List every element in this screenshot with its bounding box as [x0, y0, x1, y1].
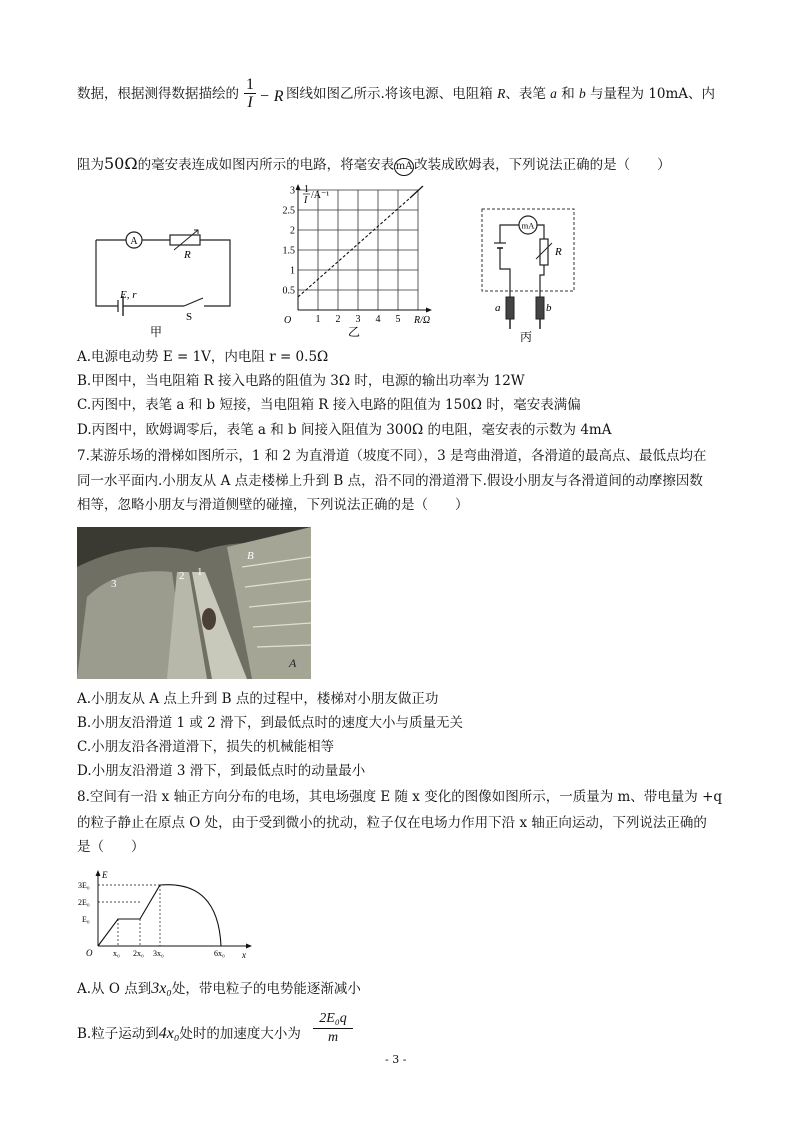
page-number: - 3 - [385, 1053, 407, 1066]
svg-text:/A⁻¹: /A⁻¹ [311, 190, 330, 201]
y-tick-label: 3 [290, 185, 295, 197]
svg-text:2x₀: 2x₀ [133, 949, 144, 958]
y-tick-label: 2.5 [282, 205, 295, 217]
svg-text:R/Ω: R/Ω [414, 315, 431, 326]
graph-figure-yi [280, 180, 440, 340]
probe-b-icon [536, 297, 544, 319]
probe-a-icon [506, 297, 514, 319]
svg-text:x: x [242, 950, 246, 960]
svg-text:I: I [304, 195, 308, 206]
q7-option-c: C.小朋友沿各滑道滑下，损失的机械能相等 [77, 739, 335, 755]
q6-option-a: A.电源电动势 E = 1V，内电阻 r = 0.5Ω [77, 349, 329, 365]
y-tick-label: 2 [290, 225, 295, 237]
q6-fraction-1-over-I: $\frac{1}{I}$ [246, 76, 254, 111]
svg-text:6x₀: 6x₀ [214, 949, 225, 958]
svg-text:O: O [284, 315, 292, 326]
svg-text:3E₀: 3E₀ [78, 881, 90, 890]
x-tick-label: 2 [335, 314, 341, 325]
y-tick-label: 0.5 [282, 285, 295, 297]
svg-text:b: b [546, 302, 552, 314]
q6-minus-R: − R [259, 88, 284, 105]
svg-text:O: O [86, 948, 93, 958]
svg-text:A: A [130, 236, 138, 247]
x-tick-label: 5 [395, 314, 401, 325]
svg-text:E: E [102, 870, 108, 880]
q6-line1-rest: 图线如图乙所示.将该电源、电阻箱 R、表笔 a 和 b 与量程为 10mA、内 [286, 86, 716, 102]
svg-text:3: 3 [111, 578, 117, 590]
svg-text:B: B [247, 550, 254, 562]
svg-text:丙: 丙 [520, 330, 533, 344]
slide-photo [77, 527, 311, 679]
q6-option-d: D.丙图中，欧姆调零后，表笔 a 和 b 间接入阻值为 300Ω 的电阻，毫安表的示数为 4mA [77, 422, 612, 438]
q7-option-a: A.小朋友从 A 点上升到 B 点的过程中，楼梯对小朋友做正功 [77, 691, 439, 707]
y-tick-label: 1 [290, 265, 295, 277]
q7-stem-line1: 7.某游乐场的滑梯如图所示，1 和 2 为直滑道（坡度不同），3 是弯曲滑道，各滑道的最高点、最低点均在 [77, 448, 707, 464]
field-strength-graph [78, 868, 258, 960]
q7-stem-line3: 相等，忽略小朋友与滑道侧壁的碰撞，下列说法正确的是（ ） [77, 497, 469, 513]
x-tick-label: 3 [355, 314, 361, 325]
svg-text:1: 1 [197, 566, 203, 578]
svg-text:a: a [495, 302, 501, 314]
svg-text:x₀: x₀ [113, 949, 120, 958]
svg-text:3x₀: 3x₀ [153, 949, 164, 958]
svg-text:mA: mA [521, 220, 535, 231]
q6-line2: 阻为50Ω的毫安表连成如图丙所示的电路，将毫安表 mA 改装成欧姆表，下列说法正确的是（ ） [77, 154, 671, 176]
q7-stem-line2: 同一水平面内.小朋友从 A 点走楼梯上升到 B 点，沿不同的滑道滑下.假设小朋友与各滑道间的动摩擦因数 [77, 473, 703, 489]
switch-icon [184, 298, 203, 306]
x-tick-label: 4 [375, 314, 381, 325]
q8-option-b-fraction: $\frac{\text{2E₀q}}{m}$ [313, 1010, 353, 1047]
svg-text:S: S [186, 311, 193, 323]
resistor-icon [540, 239, 548, 265]
svg-text:R: R [184, 249, 191, 261]
q8-stem-line3: 是（ ） [77, 839, 145, 855]
q8-option-a: A.从 O 点到3x₀处，带电粒子的电势能逐渐减小 [77, 980, 361, 997]
svg-text:2E₀: 2E₀ [78, 898, 90, 907]
svg-text:R: R [555, 246, 562, 258]
q6-option-b: B.甲图中，当电阻箱 R 接入电路的阻值为 3Ω 时，电源的输出功率为 12W [77, 373, 525, 389]
q7-option-d: D.小朋友沿滑道 3 滑下，到最低点时的动量最小 [77, 763, 366, 779]
q7-option-b: B.小朋友沿滑道 1 或 2 滑下，到最低点时的速度大小与质量无关 [77, 715, 464, 731]
q8-option-b: B.粒子运动到4x₀处时的加速度大小为 [77, 1025, 301, 1042]
y-tick-label: 1.5 [282, 245, 295, 257]
svg-text:1: 1 [304, 184, 309, 195]
svg-text:甲: 甲 [150, 325, 163, 339]
q8-stem-line2: 的粒子静止在原点 O 处，由于受到微小的扰动，粒子仅在电场力作用下沿 x 轴正向运动，下列说法正确的 [77, 815, 707, 831]
q6-line1: 数据，根据测得数据描绘的 [77, 86, 239, 102]
q6-option-c: C.丙图中，表笔 a 和 b 短接，当电阻箱 R 接入电路的阻值为 150Ω 时，毫安表满偏 [77, 397, 581, 413]
svg-text:A: A [289, 656, 297, 670]
milliammeter-symbol: mA [394, 158, 414, 176]
x-tick-label: 1 [315, 314, 321, 325]
rheostat-icon [170, 235, 200, 245]
svg-text:乙: 乙 [348, 325, 361, 339]
circuit-figure-bing [478, 205, 578, 345]
slide-illustration [77, 527, 311, 679]
q8-stem-line1: 8.空间有一沿 x 轴正方向分布的电场，其电场强度 E 随 x 变化的图像如图所示，一质量为 m、带电量为 +q [77, 789, 723, 805]
svg-text:2: 2 [179, 570, 185, 582]
svg-text:E₀: E₀ [82, 915, 90, 924]
circuit-figure-jia [88, 222, 238, 342]
svg-text:E, r: E, r [120, 289, 137, 301]
